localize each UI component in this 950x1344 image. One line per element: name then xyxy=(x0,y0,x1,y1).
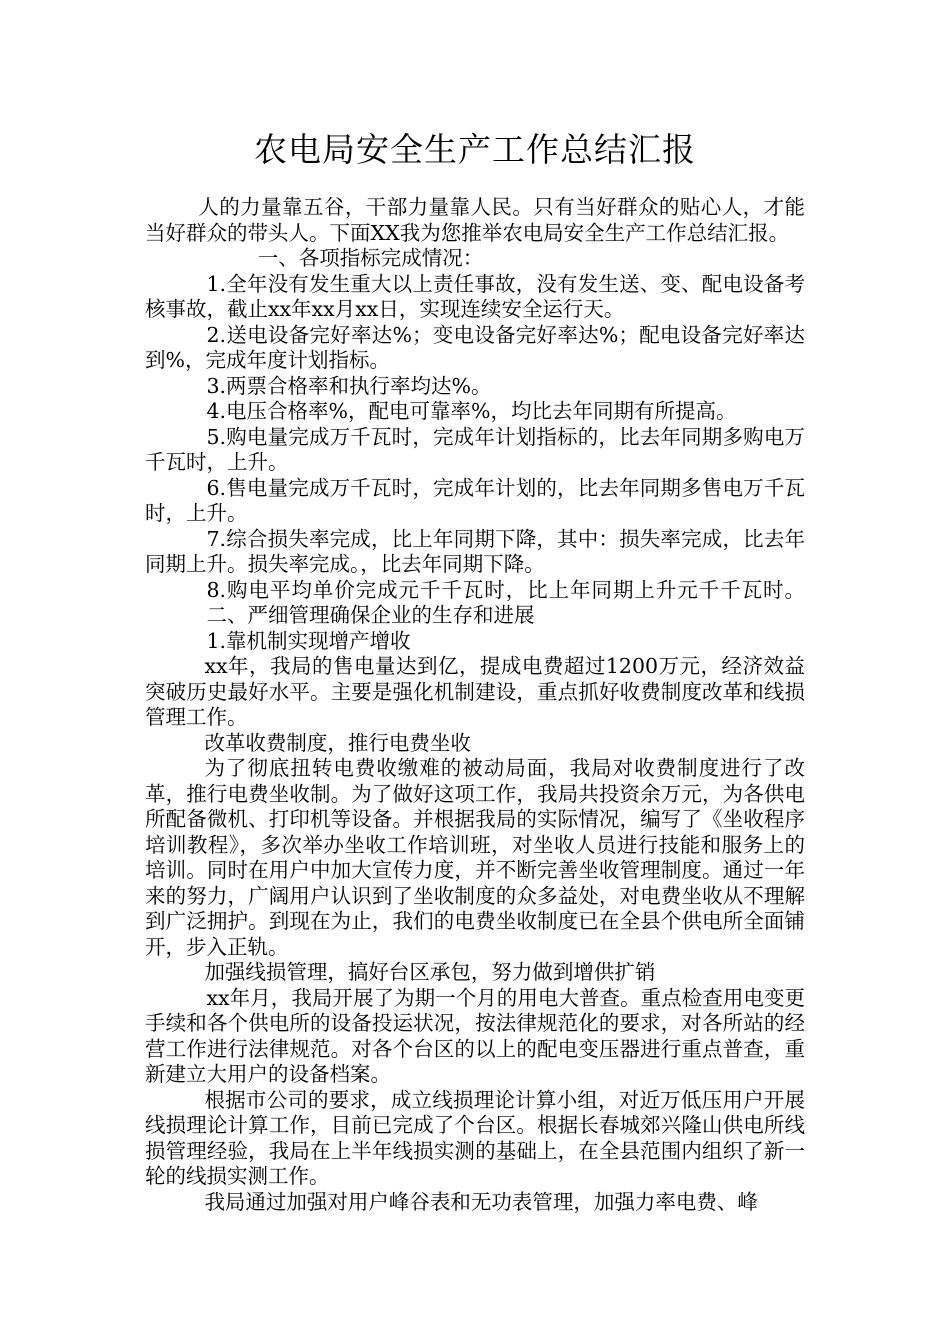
indicator-item-3: 3.两票合格率和执行率均达%。 xyxy=(206,373,492,398)
section-heading-1: 一、各项指标完成情况： xyxy=(257,246,484,270)
subsection-heading-1: 1.靠机制实现增产增收 xyxy=(206,628,411,653)
document-title: 农电局安全生产工作总结汇报 xyxy=(254,130,696,169)
subheading-fee-reform: 改革收费制度，推行电费坐收 xyxy=(204,730,471,755)
indicator-item-1: 1.全年没有发生重大以上责任事故，没有发生送、变、配电设备考核事故，截止xx年xx月xx日，实现连续安全运行天。 xyxy=(145,271,805,321)
intro-paragraph: 人的力量靠五谷，干部力量靠人民。只有当好群众的贴心人，才能当好群众的带头人。下面XX我为您推举农电局安全生产工作总结汇报。 xyxy=(145,195,805,245)
sales-paragraph: xx年，我局的售电量达到亿，提成电费超过1200万元，经济效益突破历史最好水平。主要是强化机制建设，重点抓好收费制度改革和线损管理工作。 xyxy=(145,654,805,729)
document-body xyxy=(145,195,805,1215)
meter-management-paragraph: 我局通过加强对用户峰谷表和无功表管理，加强力率电费、峰 xyxy=(204,1189,758,1214)
indicator-item-7: 7.综合损失率完成，比上年同期下降，其中：损失率完成，比去年同期上升。损失率完成。，比去年同期下降。 xyxy=(145,526,805,576)
indicator-item-8 xyxy=(145,578,805,629)
indicator-item-4: 4.电压合格率%，配电可靠率%，均比去年同期有所提高。 xyxy=(206,399,737,423)
section-heading-2: 二、严细管理确保企业的生存和进展 xyxy=(206,603,535,627)
indicator-item-8-text: 8.购电平均单价完成元千千瓦时，比上年同期上升元千千瓦时。 xyxy=(206,577,805,602)
indicator-item-5: 5.购电量完成万千瓦时，完成年计划指标的，比去年同期多购电万千瓦时，上升。 xyxy=(145,424,805,474)
inspection-paragraph: xx年月，我局开展了为期一个月的用电大普查。重点检查用电变更手续和各个供电所的设备投运状况，按法律规范化的要求，对各所站的经营工作进行法律规范。对各个台区的以上的配电变压器进行重点普查，重新建立大用户的设备档案。 xyxy=(145,985,805,1086)
indicator-item-2: 2.送电设备完好率达%；变电设备完好率达%；配电设备完好率达到%，完成年度计划指标。 xyxy=(145,322,805,372)
line-loss-calc-paragraph: 根据市公司的要求，成立线损理论计算小组，对近万低压用户开展线损理论计算工作，目前已完成了个台区。根据长春城郊兴隆山供电所线损管理经验，我局在上半年线损实测的基础上，在全县范围内组织了新一轮的线损实测工作。 xyxy=(145,1087,805,1188)
indicator-item-6: 6.售电量完成万千瓦时，完成年计划的，比去年同期多售电万千瓦时，上升。 xyxy=(145,475,805,525)
fee-reform-paragraph: 为了彻底扭转电费收缴难的被动局面，我局对收费制度进行了改革，推行电费坐收制。为了做好这项工作，我局共投资余万元，为各供电所配备微机、打印机等设备。并根据我局的实际情况，编写了《坐收程序培训教程》，多次举办坐收工作培训班，对坐收人员进行技能和服务上的培训。同时在用户中加大宣传力度，并不断完善坐收管理制度。通过一年来的努力，广阔用户认识到了坐收制度的众多益处，对电费坐收从不理解到广泛拥护。到现在为止，我们的电费坐收制度已在全县个供电所全面铺开，步入正轨。 xyxy=(145,756,805,959)
subheading-line-loss: 加强线损管理，搞好台区承包，努力做到增供扩销 xyxy=(204,960,656,984)
